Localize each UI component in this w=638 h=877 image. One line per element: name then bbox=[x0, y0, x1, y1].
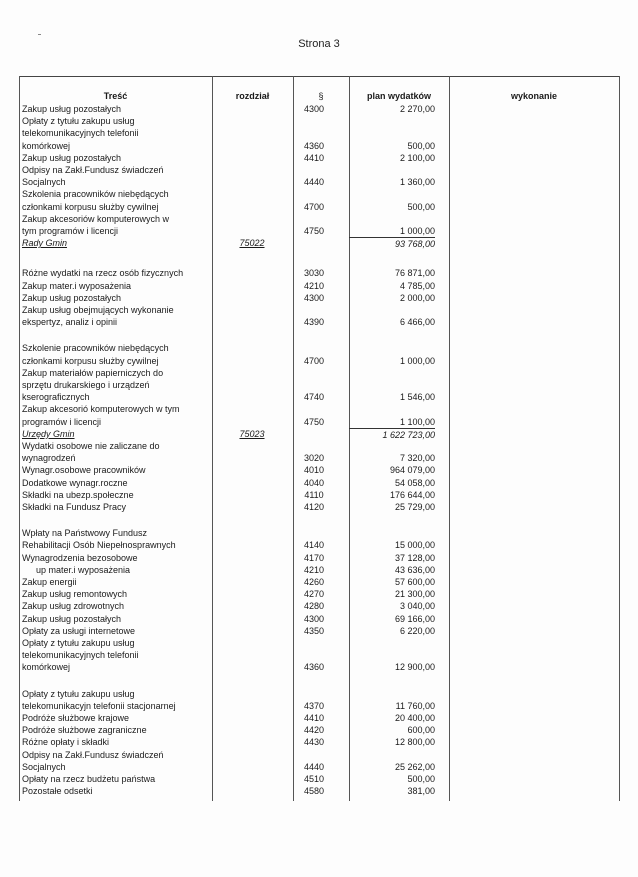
cell-paragraf: 4010 bbox=[303, 465, 325, 476]
table-row bbox=[19, 736, 620, 748]
table-row bbox=[19, 267, 620, 279]
cell-tresc-line: komórkowej bbox=[22, 662, 71, 673]
table-row bbox=[19, 103, 620, 115]
cell-paragraf: 4750 bbox=[303, 416, 325, 427]
table-row bbox=[19, 712, 620, 724]
cell-tresc bbox=[22, 785, 212, 797]
table-row bbox=[19, 477, 620, 489]
table-row bbox=[19, 188, 620, 212]
cell-tresc-line: Socjalnych bbox=[22, 177, 66, 188]
cell-tresc-line: Zakup usług remontowych bbox=[22, 589, 128, 600]
cell-plan: 2 000,00 bbox=[399, 292, 435, 303]
table-row bbox=[19, 304, 620, 328]
section-total-row bbox=[19, 237, 620, 249]
table-row bbox=[19, 152, 620, 164]
cell-tresc bbox=[22, 613, 212, 625]
cell-tresc-line: Opłaty za usługi internetowe bbox=[22, 625, 136, 636]
table-row bbox=[19, 724, 620, 736]
cell-tresc-line: Szkolenia pracowników niebędących bbox=[22, 189, 169, 200]
cell-plan: 500,00 bbox=[407, 774, 435, 784]
cell-paragraf: 4580 bbox=[303, 786, 325, 797]
cell-tresc bbox=[22, 403, 212, 427]
cell-plan: 2 270,00 bbox=[399, 104, 435, 114]
cell-tresc bbox=[22, 267, 212, 279]
cell-tresc-line: telekomunikacyjnych telefonii bbox=[22, 650, 139, 661]
cell-paragraf: 3020 bbox=[303, 453, 325, 464]
cell-tresc-line: Różne wydatki na rzecz osób fizycznych bbox=[22, 268, 184, 279]
cell-paragraf: 4300 bbox=[303, 292, 325, 303]
cell-plan: 1 546,00 bbox=[399, 392, 435, 403]
cell-plan: 4 785,00 bbox=[399, 280, 435, 291]
cell-paragraf: 4210 bbox=[303, 564, 325, 575]
cell-tresc bbox=[22, 188, 212, 212]
table-row bbox=[19, 367, 620, 404]
cell-paragraf: 3030 bbox=[303, 268, 325, 279]
cell-tresc bbox=[22, 749, 212, 773]
cell-plan: 500,00 bbox=[407, 140, 435, 151]
cell-plan: 1 622 723,00 bbox=[349, 428, 435, 441]
cell-paragraf: 4440 bbox=[303, 177, 325, 188]
cell-plan: 69 166,00 bbox=[394, 613, 435, 624]
cell-paragraf: 4700 bbox=[303, 355, 325, 366]
cell-tresc bbox=[22, 342, 212, 366]
cell-plan: 500,00 bbox=[407, 201, 435, 212]
cell-plan: 12 800,00 bbox=[394, 737, 435, 748]
cell-tresc bbox=[22, 280, 212, 292]
cell-tresc-line: Rehabilitacji Osób Niepełnosprawnych bbox=[22, 540, 176, 551]
cell-tresc bbox=[22, 736, 212, 748]
table-top-border bbox=[19, 76, 620, 77]
cell-plan: 176 644,00 bbox=[389, 489, 435, 500]
cell-paragraf: 4360 bbox=[303, 662, 325, 673]
cell-plan: 76 871,00 bbox=[394, 268, 435, 279]
table-row bbox=[19, 773, 620, 785]
cell-paragraf: 4410 bbox=[303, 713, 325, 723]
table-row bbox=[19, 464, 620, 476]
cell-tresc bbox=[22, 625, 212, 637]
cell-tresc-line: Odpisy na Zakł.Fundusz świadczeń bbox=[22, 165, 164, 175]
cell-paragraf: 4740 bbox=[303, 392, 325, 403]
cell-paragraf: 4350 bbox=[303, 625, 325, 636]
cell-tresc-line: Podróże służbowe zagraniczne bbox=[22, 725, 147, 736]
cell-plan: 20 400,00 bbox=[394, 713, 435, 723]
cell-plan: 1 000,00 bbox=[399, 225, 435, 236]
cell-paragraf: 4390 bbox=[303, 317, 325, 328]
scan-speck bbox=[38, 34, 41, 35]
cell-tresc-line: Wydatki osobowe nie zaliczane do bbox=[22, 441, 160, 451]
cell-paragraf: 4300 bbox=[303, 104, 325, 114]
cell-tresc-line: Opłaty z tytułu zakupu usług bbox=[22, 638, 135, 648]
cell-tresc-line: ekspertyz, analiz i opinii bbox=[22, 317, 118, 328]
table-row bbox=[19, 280, 620, 292]
cell-tresc bbox=[22, 152, 212, 164]
cell-tresc bbox=[22, 501, 212, 513]
cell-tresc bbox=[22, 600, 212, 612]
cell-plan: 6 466,00 bbox=[399, 317, 435, 328]
cell-tresc-line: Pozostałe odsetki bbox=[22, 786, 93, 797]
table-row bbox=[19, 292, 620, 304]
table-row bbox=[19, 588, 620, 600]
cell-tresc-line: Zakup usług pozostałych bbox=[22, 292, 122, 303]
cell-tresc bbox=[22, 489, 212, 501]
cell-plan: 2 100,00 bbox=[399, 152, 435, 163]
cell-paragraf: 4430 bbox=[303, 737, 325, 748]
cell-plan: 1 360,00 bbox=[399, 177, 435, 188]
cell-plan: 1 100,00 bbox=[399, 416, 435, 427]
cell-tresc-line: sprzętu drukarskiego i urządzeń bbox=[22, 380, 150, 390]
cell-tresc-line: członkami korpusu służby cywilnej bbox=[22, 201, 159, 212]
cell-tresc bbox=[22, 464, 212, 476]
cell-plan: 6 220,00 bbox=[399, 625, 435, 636]
cell-plan: 43 636,00 bbox=[394, 564, 435, 575]
cell-paragraf: 4260 bbox=[303, 577, 325, 587]
cell-paragraf: 4300 bbox=[303, 613, 325, 624]
cell-tresc-line: Wynagrodzenia bezosobowe bbox=[22, 552, 138, 563]
cell-tresc-line: Zakup mater.i wyposażenia bbox=[22, 280, 132, 291]
cell-tresc-line: telekomunikacyjn telefonii stacjonarnej bbox=[22, 700, 176, 711]
cell-tresc-line: Rady Gmin bbox=[22, 238, 68, 249]
cell-tresc bbox=[22, 724, 212, 736]
cell-paragraf: 4110 bbox=[304, 489, 324, 500]
cell-tresc-line: telekomunikacyjnych telefonii bbox=[22, 128, 139, 139]
cell-paragraf: 4170 bbox=[303, 552, 325, 563]
cell-paragraf: 4700 bbox=[303, 201, 325, 212]
table-row bbox=[19, 749, 620, 773]
cell-tresc bbox=[22, 292, 212, 304]
cell-tresc-line: Dodatkowe wynagr.roczne bbox=[22, 477, 128, 488]
cell-tresc bbox=[22, 564, 212, 576]
table-row bbox=[19, 115, 620, 152]
cell-paragraf: 4270 bbox=[303, 589, 325, 600]
table-row bbox=[19, 625, 620, 637]
cell-tresc bbox=[22, 213, 212, 237]
budget-table bbox=[19, 76, 620, 801]
page-header: Strona 3 bbox=[298, 38, 340, 50]
cell-tresc-line: komórkowej bbox=[22, 140, 71, 151]
cell-tresc-line: Opłaty na rzecz budżetu państwa bbox=[22, 774, 156, 784]
table-row bbox=[19, 576, 620, 588]
header-paragraf: § bbox=[318, 91, 324, 101]
cell-tresc bbox=[22, 588, 212, 600]
table-row bbox=[19, 213, 620, 237]
cell-tresc bbox=[22, 773, 212, 785]
cell-tresc-line: Odpisy na Zakł.Fundusz świadczeń bbox=[22, 749, 164, 760]
cell-plan: 25 262,00 bbox=[394, 761, 435, 772]
cell-rozdzial: 75022 bbox=[239, 238, 265, 249]
table-row bbox=[19, 785, 620, 797]
table-row bbox=[19, 164, 620, 188]
cell-plan: 93 768,00 bbox=[349, 237, 435, 250]
cell-tresc bbox=[22, 367, 212, 404]
cell-plan: 15 000,00 bbox=[394, 540, 435, 551]
cell-paragraf: 4360 bbox=[303, 140, 325, 151]
cell-tresc-line: Zakup usług pozostałych bbox=[22, 613, 122, 624]
cell-tresc bbox=[22, 527, 212, 551]
cell-tresc-line: Różne opłaty i składki bbox=[22, 737, 110, 748]
cell-plan: 25 729,00 bbox=[394, 502, 435, 512]
cell-paragraf: 4410 bbox=[303, 152, 325, 163]
cell-tresc bbox=[22, 428, 212, 440]
cell-tresc-line: Zakup materiałów papierniczych do bbox=[22, 367, 164, 378]
cell-tresc-line: Szkolenie pracowników niebędących bbox=[22, 343, 169, 354]
cell-plan: 11 760,00 bbox=[395, 700, 435, 711]
cell-tresc bbox=[22, 576, 212, 588]
header-tresc: Treść bbox=[103, 91, 128, 101]
cell-tresc bbox=[22, 440, 212, 464]
table-row bbox=[19, 489, 620, 501]
cell-tresc-line: Zakup usług pozostałych bbox=[22, 152, 122, 163]
header-wykonanie: wykonanie bbox=[510, 91, 557, 101]
cell-plan: 964 079,00 bbox=[389, 465, 435, 476]
cell-plan: 12 900,00 bbox=[394, 662, 435, 673]
table-row bbox=[19, 342, 620, 366]
cell-rozdzial: 75023 bbox=[239, 428, 265, 439]
cell-tresc bbox=[22, 552, 212, 564]
cell-tresc bbox=[22, 637, 212, 674]
cell-tresc-line: Opłaty z tytułu zakupu usług bbox=[22, 116, 135, 127]
cell-tresc-line: Zakup akcesorió komputerowych w tym bbox=[22, 404, 180, 415]
cell-plan: 37 128,00 bbox=[394, 552, 435, 563]
header-plan: plan wydatków bbox=[366, 91, 431, 101]
cell-tresc-line: Urzędy Gmin bbox=[22, 428, 75, 439]
table-row bbox=[19, 440, 620, 464]
cell-tresc-line: Wpłaty na Państwowy Fundusz bbox=[22, 528, 148, 539]
cell-tresc-line: Wynagr.osobowe pracowników bbox=[22, 465, 146, 476]
table-row bbox=[19, 552, 620, 564]
cell-tresc bbox=[22, 164, 212, 188]
table-row bbox=[19, 403, 620, 427]
cell-plan: 21 300,00 bbox=[394, 589, 435, 600]
cell-tresc-line: kserograficznych bbox=[22, 392, 90, 403]
cell-tresc-line: członkami korpusu służby cywilnej bbox=[22, 355, 159, 366]
cell-plan: 3 040,00 bbox=[399, 601, 435, 612]
cell-plan: 7 320,00 bbox=[399, 453, 435, 464]
cell-tresc-line: Zakup usług zdrowotnych bbox=[22, 601, 125, 612]
table-row bbox=[19, 637, 620, 674]
cell-tresc bbox=[22, 103, 212, 115]
cell-tresc-line: Składki na ubezp.społeczne bbox=[22, 489, 134, 500]
cell-tresc-line: Zakup akcesoriów komputerowych w bbox=[22, 213, 170, 224]
cell-tresc bbox=[22, 304, 212, 328]
cell-paragraf: 4750 bbox=[303, 225, 325, 236]
section-total-row bbox=[19, 428, 620, 440]
cell-paragraf: 4120 bbox=[303, 502, 325, 512]
cell-tresc-line: Socjalnych bbox=[22, 761, 66, 772]
cell-tresc-line: Składki na Fundusz Pracy bbox=[22, 502, 127, 512]
cell-tresc-line: Zakup usług pozostałych bbox=[22, 104, 122, 114]
cell-paragraf: 4280 bbox=[303, 601, 325, 612]
cell-paragraf: 4040 bbox=[303, 477, 325, 488]
cell-paragraf: 4210 bbox=[303, 280, 325, 291]
cell-plan: 57 600,00 bbox=[394, 577, 435, 587]
cell-tresc-line: Opłaty z tytułu zakupu usług bbox=[22, 688, 135, 699]
cell-plan: 54 058,00 bbox=[394, 477, 435, 488]
table-row bbox=[19, 527, 620, 551]
table-row bbox=[19, 600, 620, 612]
table-row bbox=[19, 564, 620, 576]
cell-tresc bbox=[22, 688, 212, 712]
cell-paragraf: 4140 bbox=[303, 540, 325, 551]
cell-tresc bbox=[22, 115, 212, 152]
table-row bbox=[19, 688, 620, 712]
header-rozdzial: rozdział bbox=[235, 91, 270, 101]
cell-plan: 1 000,00 bbox=[399, 355, 435, 366]
cell-tresc-line: Podróże służbowe krajowe bbox=[22, 713, 130, 723]
cell-tresc bbox=[22, 477, 212, 489]
cell-tresc-line: Zakup usług obejmujących wykonanie bbox=[22, 305, 174, 315]
table-row bbox=[19, 613, 620, 625]
cell-paragraf: 4440 bbox=[303, 761, 325, 772]
cell-plan: 600,00 bbox=[407, 725, 435, 736]
table-row bbox=[19, 501, 620, 513]
cell-paragraf: 4370 bbox=[303, 700, 325, 711]
cell-paragraf: 4420 bbox=[303, 725, 325, 736]
cell-tresc-line: Zakup energii bbox=[22, 577, 77, 587]
cell-paragraf: 4510 bbox=[303, 774, 325, 784]
cell-tresc bbox=[22, 237, 212, 249]
cell-tresc-line: wynagrodzeń bbox=[22, 453, 76, 464]
cell-plan: 381,00 bbox=[407, 786, 435, 797]
cell-tresc-line: tym programów i licencji bbox=[22, 226, 119, 236]
cell-tresc-line: up mater.i wyposażenia bbox=[36, 564, 131, 575]
cell-tresc bbox=[22, 712, 212, 724]
cell-tresc-line: programów i licencji bbox=[22, 416, 102, 427]
